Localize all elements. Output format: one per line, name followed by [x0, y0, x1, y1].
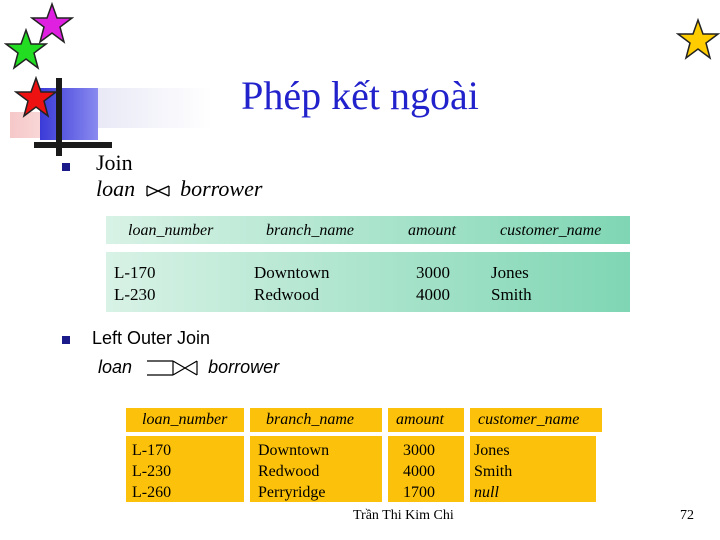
louter-cells-customer-name [474, 440, 512, 503]
left-outer-join-icon [143, 358, 201, 378]
louter-col-loan-number: loan_number [142, 411, 228, 428]
table-cell: Smith [474, 463, 513, 480]
table-cell: L-230 [114, 285, 156, 304]
table-cell: L-170 [114, 263, 156, 282]
louter-cells-amount [403, 440, 435, 503]
page-number: 72 [680, 508, 694, 523]
join-table-body [106, 252, 630, 312]
yellow-star-icon [676, 18, 720, 60]
table-cell: null [474, 484, 499, 501]
louter-right-relation: borrower [208, 357, 280, 377]
join-col-amount: amount [408, 222, 456, 239]
table-cell: Downtown [258, 442, 330, 459]
decor-horizontal-bar [34, 142, 112, 148]
table-cell: Perryridge [258, 484, 326, 501]
table-cell: 1700 [403, 484, 435, 501]
join-cells-loan-number [114, 262, 156, 306]
join-right-relation: borrower [180, 176, 263, 201]
join-heading: Join [96, 150, 133, 175]
bullet-icon [62, 336, 70, 344]
table-cell: Jones [474, 442, 510, 459]
louter-col-customer-name: customer_name [478, 411, 580, 428]
bullet-icon [62, 163, 70, 171]
left-outer-join-heading: Left Outer Join [92, 328, 211, 348]
join-cells-branch-name [254, 262, 330, 306]
louter-cells-branch-name [258, 440, 329, 503]
table-cell: Redwood [258, 463, 320, 480]
join-expression [96, 176, 262, 202]
table-cell: Downtown [254, 263, 330, 282]
louter-cells-loan-number [132, 440, 171, 503]
table-cell: 3000 [416, 263, 450, 282]
table-cell: 4000 [416, 285, 450, 304]
join-icon [145, 184, 171, 198]
join-col-branch-name: branch_name [266, 222, 354, 239]
table-cell: Smith [491, 285, 532, 304]
louter-left-relation: loan [98, 357, 133, 377]
join-cells-amount [416, 262, 450, 306]
join-col-customer-name: customer_name [500, 222, 602, 239]
table-cell: L-260 [132, 484, 172, 501]
table-cell: Jones [491, 263, 529, 282]
left-outer-join-expression [98, 357, 279, 378]
table-cell: L-170 [132, 442, 172, 459]
green-star-icon [4, 28, 48, 70]
join-cells-customer-name [491, 262, 532, 306]
join-left-relation: loan [96, 176, 136, 201]
slide-title: Phép kết ngoài [241, 73, 479, 118]
table-cell: L-230 [132, 463, 172, 480]
louter-col-amount: amount [396, 411, 444, 428]
join-col-loan-number: loan_number [128, 222, 214, 239]
table-cell: 4000 [403, 463, 435, 480]
slide-footer: Trần Thi Kim Chi [353, 508, 454, 523]
table-cell: 3000 [403, 442, 435, 459]
table-cell: Redwood [254, 285, 320, 304]
louter-col-branch-name: branch_name [266, 411, 354, 428]
